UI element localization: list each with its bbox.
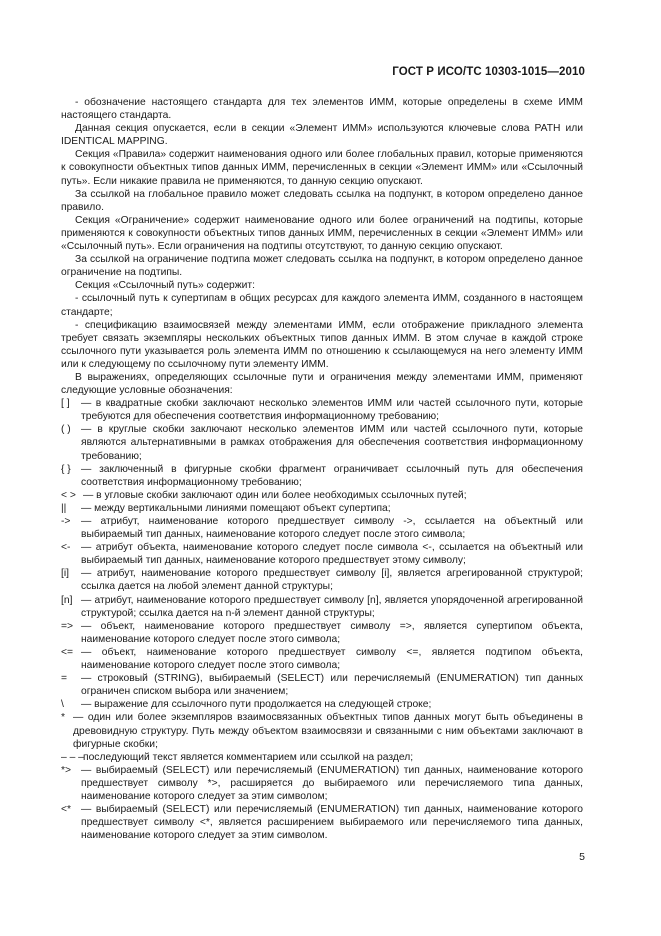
list-item: - спецификацию взаимосвязей между элементами ИММ, если отображение прикладного элемента требует связать экземпляры нескольких объектных типов данных ИММ. В этом случае в каждой строке ссылочного пути указывается роль элемента ИММ по отношению к ссылающемуся на него элементу ИММ или к следующему по ссылочному пути элементу ИММ.: [61, 319, 583, 370]
notation-symbol: ( ): [61, 424, 71, 436]
notation-item: [61, 672, 583, 698]
notation-symbol: <=: [61, 646, 74, 658]
notation-text: — между вертикальными линиями помещают объект супертипа;: [81, 502, 391, 514]
notation-symbol: [i]: [61, 568, 70, 580]
notation-item: [61, 764, 583, 803]
notation-text: — строковый (STRING), выбираемый (SELECT) или перечисляемый (ENUMERATION) тип данных ограничен списком выбора или значением;: [81, 673, 583, 698]
notation-text: — объект, наименование которого предшествует символу <=, является подтипом объекта, наименование которого следует после этого символа;: [81, 646, 583, 672]
notation-symbol: { }: [61, 463, 71, 475]
notation-item: [61, 698, 583, 711]
notation-symbol: *: [61, 712, 66, 724]
notation-text: — атрибут, наименование которого предшествует символу ->, ссылается на объектный или выбираемый тип данных, наименование которого следует после этого символа;: [81, 516, 583, 541]
notation-item: [61, 502, 583, 515]
notation-symbol: =>: [61, 620, 74, 632]
document-header: ГОСТ Р ИСО/ТС 10303-1015—2010: [392, 66, 585, 78]
paragraph: В выражениях, определяющих ссылочные пути и ограничения между элементами ИММ, применяют следующие условные обозначения:: [61, 371, 583, 397]
document-body: [61, 96, 583, 842]
notation-symbol: < >: [61, 489, 76, 501]
notation-item: [61, 646, 583, 672]
notation-symbol: [n]: [61, 594, 73, 606]
notation-symbol: ->: [61, 516, 71, 527]
notation-symbol: [ ]: [61, 398, 70, 410]
notation-item: [61, 567, 583, 593]
notation-symbol: *>: [61, 764, 72, 776]
paragraph: Секция «Правила» содержит наименования одного или более глобальных правил, которые применяются к совокупности объектных типов данных ИММ, перечисленных в секции «Элемент ИММ» или «Ссылочный путь». Если никакие правила не применяются, то данную секцию опускают.: [61, 149, 583, 187]
notation-item: [61, 397, 583, 423]
notation-text: — в угловые скобки заключают один или более необходимых ссылочных путей;: [83, 489, 467, 501]
paragraph: Данная секция опускается, если в секции «Элемент ИММ» используются ключевые слова PATH или IDENTICAL MAPPING.: [61, 123, 583, 148]
paragraph: За ссылкой на глобальное правило может следовать ссылка на подпункт, в котором определено данное правило.: [61, 188, 583, 213]
notation-text: — заключенный в фигурные скобки фрагмент ограничивает ссылочный путь для обеспечения соответствия информационному требованию;: [81, 463, 583, 488]
notation-symbol: – – –: [61, 751, 84, 763]
paragraph: - обозначение настоящего стандарта для тех элементов ИММ, которые определены в схеме ИММ настоящего стандарта.: [61, 97, 583, 122]
notation-item: [61, 423, 583, 462]
notation-symbol: <-: [61, 542, 71, 554]
notation-text: — выбираемый (SELECT) или перечисляемый (ENUMERATION) тип данных, наименование которого предшествует символу *>, расширяется до выбираемого или перечисляемого типа данных, наименование которого следует за этим символом;: [81, 764, 583, 802]
notation-item: [61, 489, 583, 502]
notation-symbol: =: [61, 673, 68, 685]
paragraph: За ссылкой на ограничение подтипа может следовать ссылка на подпункт, в котором определено данное ограничение на подтипы.: [61, 254, 583, 279]
notation-symbol: \: [61, 699, 64, 711]
notation-item: [61, 515, 583, 541]
notation-text: — в круглые скобки заключают несколько элементов ИММ или частей ссылочного пути, которые являются альтернативными в рамках отображения для обеспечения соответствия информационному требованию;: [81, 424, 583, 462]
paragraph: Секция «Ссылочный путь» содержит:: [75, 280, 255, 292]
notation-item: [61, 594, 583, 620]
notation-text: — один или более экземпляров взаимосвязанных объектных типов данных могут быть объединены в древовидную структуру. Путь между объектом взаимосвязи и связанными с ним объектами заключают в фигурные скобки;: [73, 712, 583, 750]
notation-item: [61, 463, 583, 489]
notation-text: — атрибут, наименование которого предшествует символу [i], является агрегированной структурой; ссылка дается на любой элемент данной структуры;: [81, 568, 583, 593]
notation-symbol: <*: [61, 804, 72, 816]
notation-item: [61, 751, 583, 764]
paragraph: Секция «Ограничение» содержит наименование одного или более ограничений на подтипы, которые применяются к совокупности объектных типов данных ИММ, перечисленных в секции «Элемент ИММ» или «Ссылочный путь». Если ограничения на подтипы отсутствуют, то данную секцию опускают.: [61, 214, 583, 253]
page-number: 5: [579, 851, 585, 863]
notation-text: — в квадратные скобки заключают несколько элементов ИММ или частей ссылочного пути, которые требуются для обеспечения соответствия информационному требованию;: [81, 398, 583, 423]
notation-text: — атрибут объекта, наименование которого следует после символа <-, ссылается на объектный или выбираемый тип данных, наименование которого предшествует этому символу;: [81, 542, 583, 567]
notation-text: последующий текст является комментарием или ссылкой на раздел;: [83, 751, 414, 763]
notation-text: — атрибут, наименование которого предшествует символу [n], является упорядоченной агрегированной структурой; ссылка дается на n-й элемент данной структуры;: [81, 594, 583, 619]
notation-item: [61, 711, 583, 750]
notation-item: [61, 620, 583, 646]
notation-symbol: ||: [61, 502, 67, 514]
list-item: - ссылочный путь к супертипам в общих ресурсах для каждого элемента ИММ, созданного в настоящем стандарте;: [61, 293, 583, 318]
notation-item: [61, 541, 583, 567]
notation-text: — выражение для ссылочного пути продолжается на следующей строке;: [81, 699, 432, 711]
notation-item: [61, 803, 583, 842]
notation-text: — объект, наименование которого предшествует символу =>, является супертипом объекта, наименование которого следует после этого символа;: [81, 620, 583, 645]
notation-text: — выбираемый (SELECT) или перечисляемый (ENUMERATION) тип данных, наименование которого предшествует символу <*, является расширением выбираемого или перечисляемого типа данных, наименование которого следует за этим символом.: [81, 804, 583, 842]
